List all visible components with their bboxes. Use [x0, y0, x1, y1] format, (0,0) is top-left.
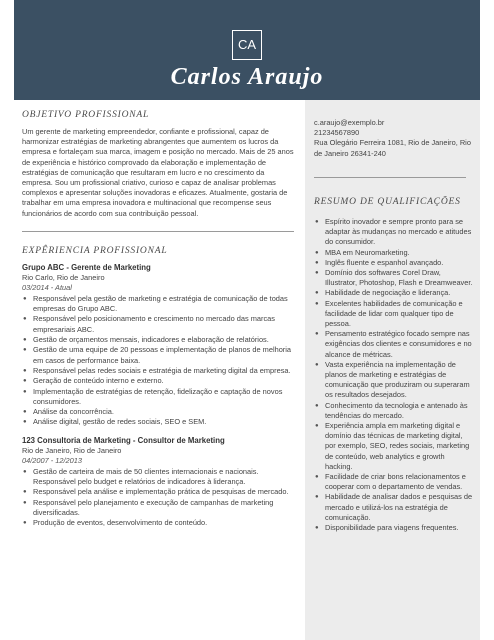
job-entry — [22, 263, 294, 428]
job-title: 123 Consultoria de Marketing - Consultor de Marketing — [22, 435, 225, 445]
list-item: ● Habilidade de negociação e liderança. — [314, 288, 474, 298]
contact-phone: 21234567890 — [314, 128, 360, 138]
list-item: ● Experiência ampla em marketing digital e domínio das técnicas de marketing digital, por exemplo, SEO, redes sociais, marketing de conteúdo, web analytics e growth hacking. — [314, 421, 474, 472]
list-item: ● Responsável pela análise e implementação prática de pesquisas de mercado. — [22, 487, 294, 497]
list-item: ● Responsável pelo planejamento e execução de campanhas de marketing diversificadas. — [22, 498, 294, 519]
list-item: ● Inglês fluente e espanhol avançado. — [314, 258, 474, 268]
list-item: ● Domínio dos softwares Corel Draw, Illustrator, Photoshop, Flash e Dreamweaver. — [314, 268, 474, 288]
contact-address: Rua Olegário Ferreira 1081, Rio de Janeiro, Rio de Janeiro 26341-240 — [314, 138, 471, 158]
qualifications-heading: RESUMO DE QUALIFICAÇÕES — [314, 197, 461, 207]
list-item: ● Análise da concorrência. — [22, 407, 294, 417]
objective-heading: OBJETIVO PROFISSIONAL — [22, 110, 150, 120]
list-item: ● Facilidade de criar bons relacionamentos e cooperar com o departamento de vendas. — [314, 472, 474, 492]
list-item: ● Gestão de uma equipe de 20 pessoas e implementação de planos de melhoria em casos de performance baixa. — [22, 345, 294, 366]
list-item: ● Produção de eventos, desenvolvimento de conteúdo. — [22, 518, 294, 528]
list-item: ● MBA em Neuromarketing. — [314, 248, 474, 258]
candidate-name: Carlos Araujo — [170, 64, 324, 90]
job-dates: 04/2007 - 12/2013 — [22, 455, 82, 465]
list-item: ● Habilidade de analisar dados e pesquisas de mercado e utilizá-los na estratégia de comunicação. — [314, 492, 474, 523]
list-item: ● Conhecimento da tecnologia e antenado às tendências do mercado. — [314, 401, 474, 421]
list-item: ● Implementação de estratégias de retenção, fidelização e captação de novos consumidores. — [22, 387, 294, 408]
section-divider — [22, 231, 294, 232]
list-item: ● Análise digital, gestão de redes sociais, SEO e SEM. — [22, 417, 294, 427]
list-item: ● Responsável pelas redes sociais e estratégia de marketing digital da empresa. — [22, 366, 294, 376]
list-item: ● Vasta experiência na implementação de planos de marketing e estratégias de comunicação que produziram ou superaram os resultados desejados. — [314, 360, 474, 401]
experience-heading: EXPÊRIENCIA PROFISSIONAL — [22, 245, 168, 256]
list-item: ● Excelentes habilidades de comunicação e facilidade de lidar com qualquer tipo de pessoa. — [314, 299, 474, 330]
contact-info — [314, 118, 474, 159]
list-item: ● Responsável pela gestão de marketing e estratégia de comunicação de todas empresas do Grupo ABC. — [22, 294, 294, 315]
job-bullets — [22, 294, 294, 428]
monogram-box: CA — [232, 30, 262, 60]
qualifications-section — [314, 197, 474, 533]
list-item: ● Pensamento estratégico focado sempre nas exigências dos clientes e consumidores e no alcance de métricas. — [314, 329, 474, 360]
list-item: ● Disponibilidade para viagens frequentes. — [314, 523, 474, 533]
section-divider — [314, 177, 466, 178]
objective-text: Um gerente de marketing empreendedor, confiante e profissional, capaz de harmonizar estratégias de marketing abrangentes que aumentem os lucros da empresa e fortaleçam sua marca, imagem e posição no mercado. Mais de 25 anos de experiência e histórico comprovado da elaboração e implementação de estratégias de comunicação que resultaram em lucro e no crescimento da empresa. Sou um profissional criativo, curioso e capaz de analisar problemas complexos e apresentar soluções inovadoras e eficazes. Atualmente, gostaria de trabalhar em uma empresa inovadora e multinacional que recompense seus funcionários de acordo com sua contribuição pessoal. — [22, 127, 294, 218]
contact-email[interactable]: c.araujo@exemplo.br — [314, 118, 385, 127]
job-title: Grupo ABC - Gerente de Marketing — [22, 262, 151, 272]
list-item: ● Gestão de orçamentos mensais, indicadores e elaboração de relatórios. — [22, 335, 294, 345]
job-bullets — [22, 467, 294, 529]
job-location: Rio Carlo, Rio de Janeiro — [22, 272, 105, 282]
qualifications-list — [314, 217, 474, 533]
job-location: Rio de Janeiro, Rio de Janeiro — [22, 445, 122, 455]
main-column — [22, 110, 294, 528]
list-item: ● Responsável pelo posicionamento e crescimento no mercado das marcas empresariais ABC. — [22, 314, 294, 335]
list-item: ● Gestão de carteira de mais de 50 clientes internacionais e nacionais. Responsável pelo budget e relatórios de indicadores à liderança. — [22, 467, 294, 488]
job-entry — [22, 436, 294, 529]
job-dates: 03/2014 - Atual — [22, 282, 72, 292]
list-item: ● Espírito inovador e sempre pronto para se adaptar às mudanças no mercado e atitudes do consumidor. — [314, 217, 474, 248]
list-item: ● Geração de conteúdo interno e externo. — [22, 376, 294, 386]
